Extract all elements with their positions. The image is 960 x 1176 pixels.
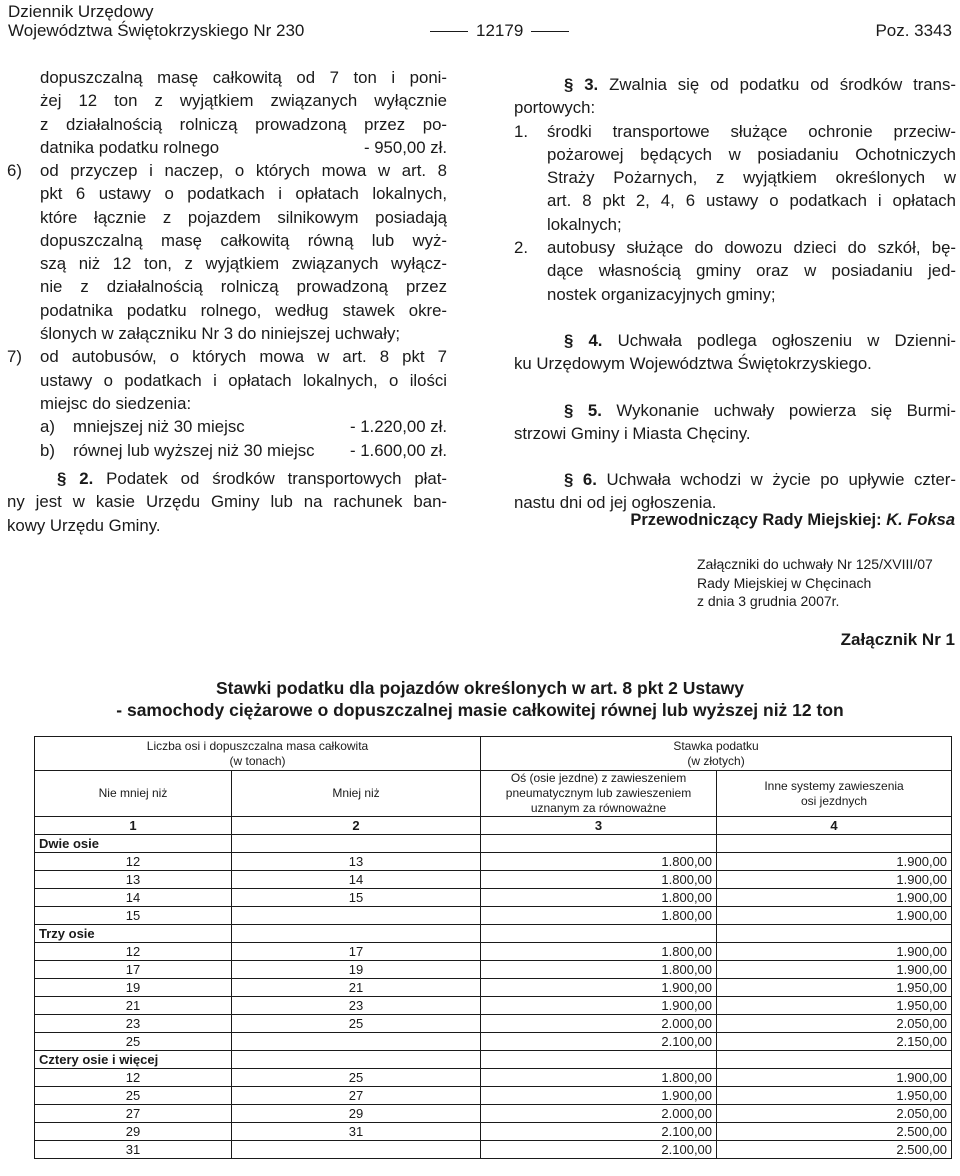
table-cell-rate-pneumatic: 1.900,00 (481, 1087, 717, 1105)
item-6-line: które łącznie z pojazdem silnikowym posiadają (40, 207, 447, 227)
table-group-label: Dwie osie (35, 835, 232, 853)
table-cell-max: 25 (232, 1015, 481, 1033)
table-cell-rate-other: 1.900,00 (717, 943, 952, 961)
table-header-group-row (35, 737, 952, 771)
table-cell-rate-pneumatic: 1.800,00 (481, 853, 717, 871)
table-cell-max: 29 (232, 1105, 481, 1123)
table-cell-rate-pneumatic: 1.800,00 (481, 943, 717, 961)
item-7-number: 7) (7, 347, 22, 367)
table-row (35, 943, 952, 961)
table-header-row (35, 771, 952, 817)
item-7a-label: a) (40, 417, 55, 437)
exemption-item-2-line: dące własnością gminy oraz w posiadaniu jed- (547, 261, 956, 281)
table-row (35, 997, 952, 1015)
par-5-line-last: strzowi Gminy i Miasta Chęciny. (514, 423, 751, 443)
table-cell-min: 31 (35, 1141, 232, 1159)
right-column (514, 73, 956, 515)
table-group-row (35, 925, 952, 943)
table-row (35, 1141, 952, 1159)
table-row (35, 907, 952, 925)
item-7-line: ustawy o podatkach i opłatach lokalnych, o ilości (40, 370, 447, 390)
table-header-other-line: osi jezdnych (801, 793, 868, 808)
table-cell-min: 29 (35, 1123, 232, 1141)
table-header-rate-label: Stawka podatku (673, 738, 759, 753)
journal-title: Dziennik Urzędowy (8, 2, 154, 21)
attachment-headline-line: - samochody ciężarowe o dopuszczalnej masie całkowitej równej lub wyższej niż 12 ton (116, 700, 844, 720)
item-6-line: nie z działalnością rolniczą prowadzoną przez (40, 277, 447, 297)
item-7b (40, 439, 447, 462)
table-cell-empty (717, 835, 952, 853)
table-header-pneumatic-line: uznanym za równoważne (530, 801, 667, 815)
item-6-line: szą niż 12 ton, z wyjątkiem związanych wyłącz- (40, 254, 447, 274)
intro-line: z działalnością rolniczą prowadzoną przez po- (40, 114, 447, 134)
attachment-note-line: z dnia 3 grudnia 2007r. (697, 593, 840, 609)
left-column (40, 66, 447, 159)
table-header-axles-label: Liczba osi i dopuszczalna masa całkowita (146, 738, 369, 753)
table-row (35, 853, 952, 871)
table-header-min: Nie mniej niż (35, 771, 232, 817)
table-cell-max: 21 (232, 979, 481, 997)
table-cell-rate-other: 2.050,00 (717, 1015, 952, 1033)
position-number: Poz. 3343 (875, 21, 952, 40)
table-group-row (35, 835, 952, 853)
table-row (35, 1087, 952, 1105)
table-cell-rate-other: 1.900,00 (717, 961, 952, 979)
table-cell-rate-other: 1.900,00 (717, 889, 952, 907)
table-cell-rate-pneumatic: 1.800,00 (481, 889, 717, 907)
table-header-rate-unit: (w złotych) (687, 753, 745, 768)
item-6-line: od przyczep i naczep, o których mowa w art. 8 (40, 161, 447, 180)
table-cell-max: 31 (232, 1123, 481, 1141)
table-cell-min: 12 (35, 1069, 232, 1087)
par-4-sign: § 4. (564, 330, 603, 350)
table-cell-rate-pneumatic: 1.900,00 (481, 979, 717, 997)
item-6-line: podatnika podatku rolnego, według stawek okre- (40, 300, 447, 320)
table-cell-min: 27 (35, 1105, 232, 1123)
table-cell-rate-other: 1.950,00 (717, 997, 952, 1015)
item-6-number: 6) (7, 161, 22, 180)
table-header-axles (35, 737, 481, 771)
par-2-line: ny jest w kasie Urzędu Gminy lub na rachunek ban- (7, 492, 447, 512)
table-row (35, 1015, 952, 1033)
exemption-item-1-line-last: lokalnych; (547, 214, 622, 234)
table-cell-rate-pneumatic: 2.100,00 (481, 1033, 717, 1051)
exemption-item-1-number: 1. (514, 121, 528, 141)
table-header-other-line: Inne systemy zawieszenia (764, 778, 904, 793)
table-cell-max: 17 (232, 943, 481, 961)
table-cell-rate-other: 1.900,00 (717, 853, 952, 871)
par-6-text: Uchwała wchodzi w życie po upływie czter- (606, 470, 956, 490)
item-6-line: pkt 6 ustawy o podatkach i opłatach lokalnych, (40, 184, 447, 204)
item-7b-label: b) (40, 440, 55, 460)
exemption-item-2-line: autobusy służące do dowozu dzieci do szkół, bę- (547, 238, 956, 258)
table-cell-rate-other: 1.900,00 (717, 1069, 952, 1087)
table-cell-max: 27 (232, 1087, 481, 1105)
table-cell-empty (232, 1051, 481, 1069)
column-number: 4 (717, 817, 952, 835)
table-row (35, 961, 952, 979)
exemption-item-1-line: art. 8 pkt 2, 4, 6 ustawy o podatkach i opłatach (547, 191, 956, 211)
table-cell-rate-other: 1.900,00 (717, 871, 952, 889)
table-cell-min: 17 (35, 961, 232, 979)
attachment-note-line: Rady Miejskiej w Chęcinach (697, 574, 872, 591)
table-row (35, 1123, 952, 1141)
table-cell-rate-other: 1.900,00 (717, 907, 952, 925)
table-cell-rate-other: 2.500,00 (717, 1123, 952, 1141)
table-cell-rate-other: 1.950,00 (717, 1087, 952, 1105)
table-cell-rate-pneumatic: 2.000,00 (481, 1105, 717, 1123)
table-row (35, 871, 952, 889)
exemption-item-1-line: pożarowej będących w posiadaniu Ochotniczych (547, 144, 956, 164)
table-row (35, 1033, 952, 1051)
table-cell-empty (481, 1051, 717, 1069)
table-column-numbers (35, 817, 952, 835)
attachment-note-line: Załączniki do uchwały Nr 125/XVIII/07 (697, 556, 933, 572)
table-group-label: Trzy osie (35, 925, 232, 943)
par-3-sign: § 3. (564, 75, 599, 94)
item-6-line: dopuszczalną masę całkowitą równą lub wyż- (40, 230, 447, 250)
table-cell-max (232, 1033, 481, 1051)
table-cell-empty (481, 835, 717, 853)
exemption-item-1-line: środki transportowe służące ochronie przeciw- (547, 121, 956, 141)
par-6-line-last: nastu dni od jej ogłoszenia. (514, 493, 717, 513)
table-cell-empty (232, 835, 481, 853)
attachment-note (697, 555, 933, 611)
table-cell-min: 19 (35, 979, 232, 997)
par-6-line (514, 468, 956, 491)
exemption-item-2-line-last: nostek organizacyjnych gminy; (547, 284, 776, 304)
table-cell-rate-pneumatic: 2.000,00 (481, 1015, 717, 1033)
page-number-rule-right (531, 31, 569, 32)
intro-line: żej 12 ton z wyjątkiem związanych wyłącznie (40, 91, 447, 111)
table-row (35, 889, 952, 907)
table-cell-rate-pneumatic: 1.800,00 (481, 871, 717, 889)
table-cell-min: 12 (35, 853, 232, 871)
item-6-line-last: ślonych w załączniku Nr 3 do niniejszej uchwały; (40, 324, 401, 344)
item-7-line-last: miejsc do siedzenia: (40, 393, 192, 413)
table-header-pneumatic-line: pneumatycznym lub zawieszeniem (505, 786, 692, 800)
par-6-sign: § 6. (564, 470, 597, 490)
intro-line: dopuszczalną masę całkowitą od 7 ton i poni- (40, 68, 447, 87)
intro-amount-line (40, 136, 447, 159)
table-cell-rate-pneumatic: 2.100,00 (481, 1141, 717, 1159)
par-3-text: Zwalnia się od podatku od środków trans- (609, 75, 956, 94)
par-5-sign: § 5. (564, 400, 602, 420)
item-7b-text: równej lub wyższej niż 30 miejsc (73, 440, 315, 460)
table-cell-min: 25 (35, 1033, 232, 1051)
table-cell-empty (717, 1051, 952, 1069)
table-cell-rate-other: 2.500,00 (717, 1141, 952, 1159)
table-cell-rate-pneumatic: 1.900,00 (481, 997, 717, 1015)
par-2-sign: § 2. (57, 469, 94, 488)
table-row (35, 1105, 952, 1123)
table-cell-rate-other: 1.950,00 (717, 979, 952, 997)
table-group-row (35, 1051, 952, 1069)
table-cell-max (232, 1141, 481, 1159)
table-cell-max: 15 (232, 889, 481, 907)
table-cell-min: 14 (35, 889, 232, 907)
table-header-pneumatic (481, 771, 717, 817)
table-header-rate (481, 737, 952, 771)
exemption-item-2 (514, 236, 956, 306)
table-row (35, 979, 952, 997)
item-6 (7, 159, 447, 462)
table-cell-max: 19 (232, 961, 481, 979)
paragraph-2 (7, 467, 447, 537)
table-cell-max: 23 (232, 997, 481, 1015)
table-cell-empty (717, 925, 952, 943)
par-2-text: Podatek od środków transportowych płat- (106, 469, 447, 488)
item-7a-amount: - 1.220,00 zł. (349, 417, 447, 437)
exemption-item-2-number: 2. (514, 238, 528, 258)
table-cell-min: 13 (35, 871, 232, 889)
table-row (35, 1069, 952, 1087)
table-cell-min: 21 (35, 997, 232, 1015)
signature (630, 511, 955, 530)
par-2-line (7, 467, 447, 490)
table-cell-min: 15 (35, 907, 232, 925)
table-cell-rate-pneumatic: 2.100,00 (481, 1123, 717, 1141)
exemption-item-1 (514, 120, 956, 236)
par-2-line-last: kowy Urzędu Gminy. (7, 515, 161, 535)
exemption-item-1-line: Straży Pożarnych, z wyjątkiem określonych w (547, 168, 956, 188)
item-7-line: od autobusów, o których mowa w art. 8 pkt 7 (40, 347, 447, 367)
table-cell-min: 12 (35, 943, 232, 961)
table-cell-min: 25 (35, 1087, 232, 1105)
signature-name: K. Foksa (886, 511, 955, 529)
table-cell-rate-pneumatic: 1.800,00 (481, 907, 717, 925)
table-group-label: Cztery osie i więcej (35, 1051, 232, 1069)
table-header-max: Mniej niż (232, 771, 481, 817)
table-cell-rate-pneumatic: 1.800,00 (481, 1069, 717, 1087)
table-cell-max: 25 (232, 1069, 481, 1087)
table-cell-rate-other: 2.050,00 (717, 1105, 952, 1123)
intro-last-text: datnika podatku rolnego (40, 137, 220, 157)
par-5-line (514, 399, 956, 422)
par-3-line-last: portowych: (514, 98, 596, 118)
table-cell-rate-other: 2.150,00 (717, 1033, 952, 1051)
par-4-text: Uchwała podlega ogłoszeniu w Dzienni- (617, 330, 957, 350)
table-cell-max: 14 (232, 871, 481, 889)
table-cell-rate-pneumatic: 1.800,00 (481, 961, 717, 979)
attachment-headline (0, 677, 960, 721)
intro-amount: - 950,00 zł. (363, 137, 447, 157)
table-cell-max (232, 907, 481, 925)
table-cell-empty (481, 925, 717, 943)
page-number: 12179 (476, 21, 524, 40)
signature-title: Przewodniczący Rady Miejskiej: (630, 511, 882, 529)
table-header-pneumatic-line: Oś (osie jezdne) z zawieszeniem (510, 771, 687, 785)
item-7a-text: mniejszej niż 30 miejsc (73, 417, 245, 437)
page-number-rule-left (430, 31, 468, 32)
column-number: 2 (232, 817, 481, 835)
table-header-axles-unit: (w tonach) (229, 753, 286, 768)
item-7 (7, 345, 447, 461)
par-4-line-last: ku Urzędowym Województwa Świętokrzyskiego. (514, 354, 872, 374)
column-number: 1 (35, 817, 232, 835)
par-3-line (514, 73, 956, 96)
column-number: 3 (481, 817, 717, 835)
journal-subtitle: Województwa Świętokrzyskiego Nr 230 (8, 21, 305, 40)
attachment-headline-line: Stawki podatku dla pojazdów określonych w art. 8 pkt 2 Ustawy (215, 678, 745, 698)
page-number-block (422, 21, 577, 41)
table-cell-min: 23 (35, 1015, 232, 1033)
table-cell-empty (232, 925, 481, 943)
item-7b-amount: - 1.600,00 zł. (349, 440, 447, 460)
table-header-other (717, 771, 952, 817)
tax-rates-table (34, 736, 952, 1159)
par-5-text: Wykonanie uchwały powierza się Burmi- (616, 400, 956, 420)
table-cell-max: 13 (232, 853, 481, 871)
item-7a (40, 415, 447, 438)
par-4-line (514, 329, 956, 352)
attachment-title: Załącznik Nr 1 (840, 630, 955, 649)
